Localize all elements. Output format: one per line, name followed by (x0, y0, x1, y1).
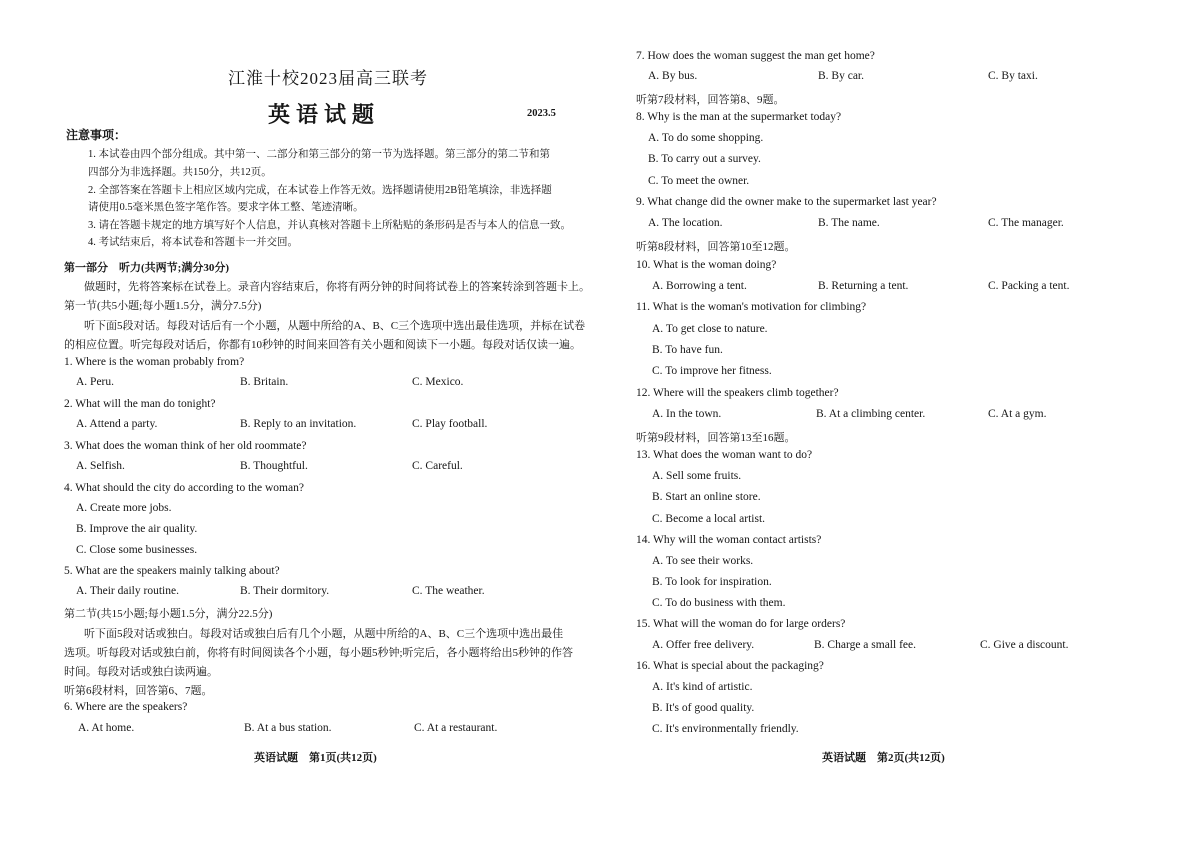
option: C. To improve her fitness. (652, 365, 772, 377)
option: B. To have fun. (652, 344, 723, 356)
question-13: 13. What does the woman want to do? (636, 449, 813, 461)
question-3: 3. What does the woman think of her old roommate? (64, 440, 307, 452)
option: A. Borrowing a tent. (652, 280, 747, 292)
question-5: 5. What are the speakers mainly talking about? (64, 565, 280, 577)
note-line: 3. 请在答题卡规定的地方填写好个人信息，并认真核对答题卡上所粘贴的条形码是否与本人的信息一致。 (88, 220, 571, 231)
option: B. By car. (818, 70, 864, 82)
option: A. In the town. (652, 408, 722, 420)
question-6: 6. Where are the speakers? (64, 701, 188, 713)
option: B. Improve the air quality. (76, 523, 198, 535)
option: A. Sell some fruits. (652, 470, 742, 482)
section2-instruction: 时间。每段对话或独白读两遍。 (64, 666, 218, 678)
listen-instruction: 听第6段材料，回答第6、7题。 (64, 685, 213, 697)
listen-instruction: 听第8段材料，回答第10至12题。 (636, 241, 796, 253)
option: A. Attend a party. (76, 418, 158, 430)
option: B. Thoughtful. (240, 460, 308, 472)
option: B. To carry out a survey. (648, 153, 761, 165)
option: B. At a bus station. (244, 722, 332, 734)
notes-heading: 注意事项： (66, 128, 127, 142)
question-7: 7. How does the woman suggest the man get home? (636, 50, 875, 62)
note-line: 4. 考试结束后，将本试卷和答题卡一并交回。 (88, 237, 298, 248)
option: A. To see their works. (652, 555, 754, 567)
option: A. Selfish. (76, 460, 125, 472)
note-line: 1. 本试卷由四个部分组成。其中第一、二部分和第三部分的第一节为选择题。第三部分的第二节和第 (88, 149, 550, 160)
option: B. Start an online store. (652, 491, 761, 503)
option: A. Create more jobs. (76, 502, 172, 514)
option: A. To get close to nature. (652, 323, 768, 335)
listen-instruction: 听第7段材料，回答第8、9题。 (636, 94, 785, 106)
option: C. By taxi. (988, 70, 1038, 82)
question-12: 12. Where will the speakers climb together? (636, 387, 839, 399)
question-11: 11. What is the woman's motivation for climbing? (636, 301, 867, 313)
option: A. Their daily routine. (76, 585, 179, 597)
option: C. Close some businesses. (76, 544, 198, 556)
option: A. To do some shopping. (648, 132, 764, 144)
part1-heading: 第一部分 听力(共两节;满分30分) (64, 262, 229, 274)
option: B. At a climbing center. (816, 408, 926, 420)
option: B. To look for inspiration. (652, 576, 772, 588)
option: C. Packing a tent. (988, 280, 1070, 292)
exam-title: 江淮十校2023届高三联考 (228, 69, 428, 88)
option: C. To do business with them. (652, 597, 786, 609)
option: B. The name. (818, 217, 880, 229)
question-14: 14. Why will the woman contact artists? (636, 534, 822, 546)
exam-date: 2023.5 (527, 108, 556, 119)
question-15: 15. What will the woman do for large orders? (636, 618, 846, 630)
section1-instruction: 的相应位置。听完每段对话后，你都有10秒钟的时间来回答有关小题和阅读下一小题。每段对话仅读一遍。 (64, 339, 581, 351)
question-9: 9. What change did the owner make to the supermarket last year? (636, 196, 937, 208)
option: A. At home. (78, 722, 135, 734)
page-footer-right: 英语试题 第2页(共12页) (822, 752, 945, 764)
note-line: 四部分为非选择题。共150分，共12页。 (88, 167, 272, 178)
question-8: 8. Why is the man at the supermarket today? (636, 111, 842, 123)
option: C. At a gym. (988, 408, 1047, 420)
option: C. To meet the owner. (648, 175, 750, 187)
section1-heading: 第一节(共5小题;每小题1.5分，满分7.5分) (64, 300, 262, 312)
option: C. Give a discount. (980, 639, 1069, 651)
option: A. The location. (648, 217, 723, 229)
note-line: 2. 全部答案在答题卡上相应区域内完成，在本试卷上作答无效。选择题请使用2B铅笔填涂，非选择题 (88, 185, 552, 196)
listen-instruction: 听第9段材料，回答第13至16题。 (636, 432, 796, 444)
section1-instruction: 听下面5段对话。每段对话后有一个小题，从题中所给的A、B、C三个选项中选出最佳选项，并标在试卷 (84, 320, 586, 332)
section2-heading: 第二节(共15小题;每小题1.5分，满分22.5分) (64, 608, 273, 620)
option: C. The manager. (988, 217, 1064, 229)
option: C. The weather. (412, 585, 485, 597)
page-footer-left: 英语试题 第1页(共12页) (254, 752, 377, 764)
part1-intro: 做题时，先将答案标在试卷上。录音内容结束后，你将有两分钟的时间将试卷上的答案转涂到答题卡上。 (84, 281, 590, 293)
option: B. Reply to an invitation. (240, 418, 357, 430)
option: A. Offer free delivery. (652, 639, 755, 651)
option: A. By bus. (648, 70, 698, 82)
option: A. It's kind of artistic. (652, 681, 753, 693)
option: C. At a restaurant. (414, 722, 498, 734)
option: C. Mexico. (412, 376, 464, 388)
option: A. Peru. (76, 376, 115, 388)
option: C. It's environmentally friendly. (652, 723, 799, 735)
question-2: 2. What will the man do tonight? (64, 398, 216, 410)
option: C. Play football. (412, 418, 488, 430)
subject-title: 英语试题 (268, 102, 381, 128)
option: B. Britain. (240, 376, 289, 388)
note-line: 请使用0.5毫米黑色签字笔作答。要求字体工整、笔迹清晰。 (88, 202, 364, 213)
section2-instruction: 听下面5段对话或独白。每段对话或独白后有几个小题，从题中所给的A、B、C三个选项中选出最佳 (84, 628, 564, 640)
option: C. Become a local artist. (652, 513, 766, 525)
question-4: 4. What should the city do according to the woman? (64, 482, 304, 494)
question-1: 1. Where is the woman probably from? (64, 356, 245, 368)
question-16: 16. What is special about the packaging? (636, 660, 824, 672)
option: B. Their dormitory. (240, 585, 330, 597)
option: C. Careful. (412, 460, 463, 472)
option: B. Charge a small fee. (814, 639, 916, 651)
section2-instruction: 选项。听每段对话或独白前，你将有时间阅读各个小题，每小题5秒钟;听完后，各小题将给出5秒钟的作答 (64, 647, 574, 659)
option: B. Returning a tent. (818, 280, 909, 292)
option: B. It's of good quality. (652, 702, 755, 714)
question-10: 10. What is the woman doing? (636, 259, 777, 271)
